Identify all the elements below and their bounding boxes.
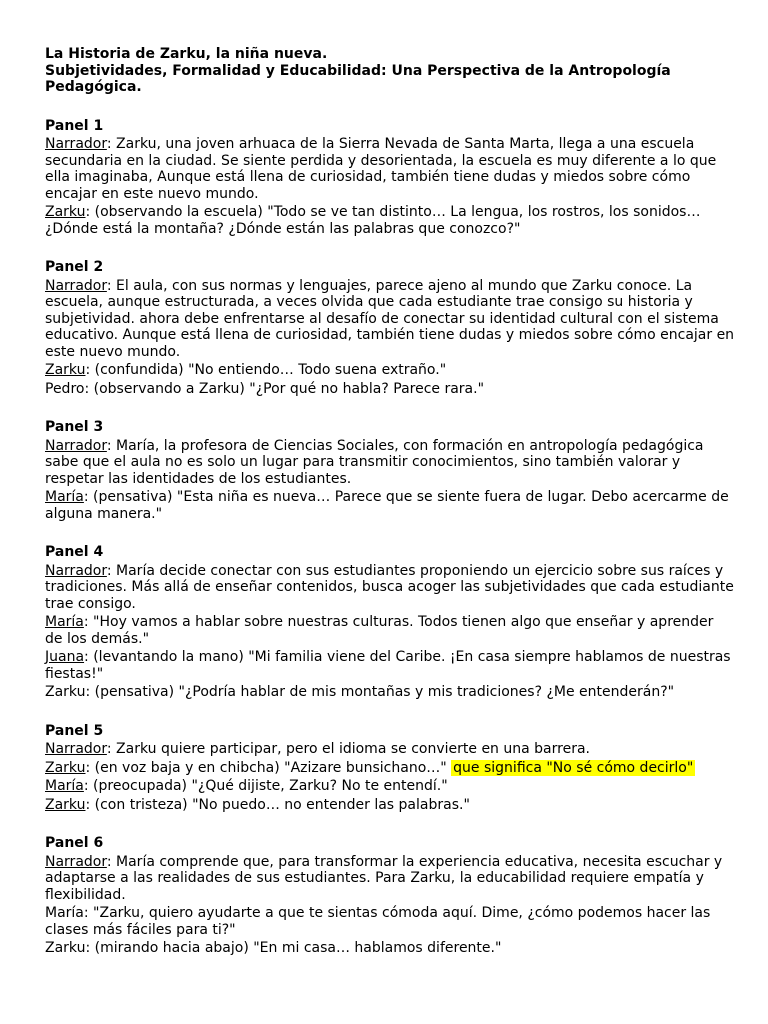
dialogue-line bbox=[45, 905, 735, 938]
speaker-name: Zarku bbox=[45, 684, 86, 700]
dialogue-line bbox=[45, 760, 735, 777]
dialogue-line bbox=[45, 204, 735, 237]
speaker-name: Pedro bbox=[45, 380, 85, 397]
speaker-name: Zarku bbox=[45, 796, 86, 813]
dialogue-line bbox=[45, 563, 735, 613]
document-subtitle: Subjetividades, Formalidad y Educabilidad: Una Perspectiva de la Antropología Pedagógica. bbox=[45, 62, 671, 95]
speaker-name: María bbox=[45, 489, 84, 505]
line-text: : Zarku quiere participar, pero el idioma se convierte en una barrera. bbox=[106, 741, 590, 757]
speaker-name: María bbox=[45, 778, 84, 794]
panel-section bbox=[45, 118, 735, 238]
speaker-name: María bbox=[45, 905, 84, 921]
line-text: : El aula, con sus normas y lenguajes, parece ajeno al mundo que Zarku conoce. La escuela, aunque estructurada, a veces olvida que cada estudiante trae consigo su historia y subjetividad. ahora debe enfrentarse al desafío de conectar su identidad cultural con el sistema educativo. Aunque está llena de curiosidad, también tiene dudas y miedos sobre cómo encajar en este nuevo mundo. bbox=[45, 277, 735, 360]
line-text: : (mirando hacia abajo) "En mi casa… hablamos diferente." bbox=[85, 940, 502, 956]
dialogue-line bbox=[45, 438, 735, 488]
panel-section bbox=[45, 419, 735, 522]
dialogue-line bbox=[45, 278, 735, 361]
speaker-name: Narrador bbox=[45, 437, 107, 454]
line-text: : (confundida) "No entiendo… Todo suena extraño." bbox=[85, 362, 447, 378]
line-text: : (en voz baja y en chibcha) "Azizare bunsichano…" bbox=[85, 759, 452, 776]
line-text: : (pensativa) "Esta niña es nueva… Parece que se siente fuera de lugar. Debo acercarme de alguna manera." bbox=[45, 489, 729, 522]
speaker-name: Narrador bbox=[45, 277, 107, 294]
dialogue-line bbox=[45, 778, 735, 795]
dialogue-line bbox=[45, 362, 735, 379]
speaker-name: Narrador bbox=[45, 741, 107, 757]
panel-heading: Panel 6 bbox=[45, 835, 104, 851]
document-body bbox=[45, 46, 735, 959]
panel-section bbox=[45, 259, 735, 397]
dialogue-line bbox=[45, 136, 735, 202]
panel-heading: Panel 4 bbox=[45, 544, 104, 560]
line-text: : Zarku, una joven arhuaca de la Sierra Nevada de Santa Marta, llega a una escuela secundaria en la ciudad. Se siente perdida y desorientada, la escuela es muy diferente a lo que ella imaginaba, Aunque está llena de curiosidad, también tiene dudas y miedos sobre cómo encajar en este nuevo mundo. bbox=[45, 136, 717, 202]
line-text: : "Hoy vamos a hablar sobre nuestras culturas. Todos tienen algo que enseñar y aprender de los demás." bbox=[45, 614, 714, 647]
line-text: : "Zarku, quiero ayudarte a que te sientas cómoda aquí. Dime, ¿cómo podemos hacer las clases más fáciles para ti?" bbox=[45, 905, 711, 938]
panel-heading: Panel 3 bbox=[45, 419, 104, 435]
line-text: : (observando la escuela) "Todo se ve tan distinto… La lengua, los rostros, los sonidos… ¿Dónde está la montaña? ¿Dónde están las palabras que conozco?" bbox=[45, 204, 701, 237]
panels-container bbox=[45, 118, 735, 957]
line-text: : (preocupada) "¿Qué dijiste, Zarku? No te entendí." bbox=[83, 778, 448, 794]
speaker-name: Narrador bbox=[45, 562, 107, 579]
speaker-name: Narrador bbox=[45, 853, 107, 870]
speaker-name: Zarku bbox=[45, 204, 86, 220]
dialogue-line bbox=[45, 940, 735, 957]
speaker-name: Zarku bbox=[45, 940, 86, 956]
dialogue-line bbox=[45, 797, 735, 814]
dialogue-line bbox=[45, 684, 735, 701]
speaker-name: Zarku bbox=[45, 362, 86, 378]
line-text: : María comprende que, para transformar la experiencia educativa, necesita escuchar y adaptarse a las realidades de sus estudiantes. Para Zarku, la educabilidad requiere empatía y flexibilidad. bbox=[45, 853, 723, 903]
line-text: : (levantando la mano) "Mi familia viene del Caribe. ¡En casa siempre hablamos de nuestras fiestas!" bbox=[45, 649, 731, 682]
speaker-name: Zarku bbox=[45, 759, 86, 776]
dialogue-line bbox=[45, 741, 735, 758]
dialogue-line bbox=[45, 381, 735, 398]
dialogue-line bbox=[45, 854, 735, 904]
speaker-name: Narrador bbox=[45, 136, 107, 152]
speaker-name: María bbox=[45, 614, 84, 630]
panel-section bbox=[45, 723, 735, 814]
line-text: : María, la profesora de Ciencias Sociales, con formación en antropología pedagógica sabe que el aula no es solo un lugar para transmitir conocimientos, sino también valorar y respetar las identidades de los estudiantes. bbox=[45, 437, 704, 487]
line-text: : (observando a Zarku) "¿Por qué no habla? Parece rara." bbox=[84, 380, 485, 397]
line-text: : (pensativa) "¿Podría hablar de mis montañas y mis tradiciones? ¿Me entenderán?" bbox=[85, 684, 675, 700]
panel-heading: Panel 5 bbox=[45, 722, 104, 739]
panel-heading: Panel 1 bbox=[45, 117, 104, 134]
line-text: : (con tristeza) "No puedo… no entender las palabras." bbox=[85, 796, 470, 813]
highlighted-translation: que significa "No sé cómo decirlo" bbox=[453, 759, 694, 776]
speaker-name: Juana bbox=[45, 649, 85, 665]
panel-section bbox=[45, 544, 735, 701]
dialogue-line bbox=[45, 489, 735, 522]
document-title: La Historia de Zarku, la niña nueva. bbox=[45, 46, 328, 62]
panel-section bbox=[45, 835, 735, 957]
panel-heading: Panel 2 bbox=[45, 259, 104, 275]
line-text: : María decide conectar con sus estudiantes proponiendo un ejercicio sobre sus raíces y tradiciones. Más allá de enseñar contenidos, busca acoger las subjetividades que cada estudiante trae consigo. bbox=[45, 562, 734, 612]
dialogue-line bbox=[45, 649, 735, 682]
dialogue-line bbox=[45, 614, 735, 647]
